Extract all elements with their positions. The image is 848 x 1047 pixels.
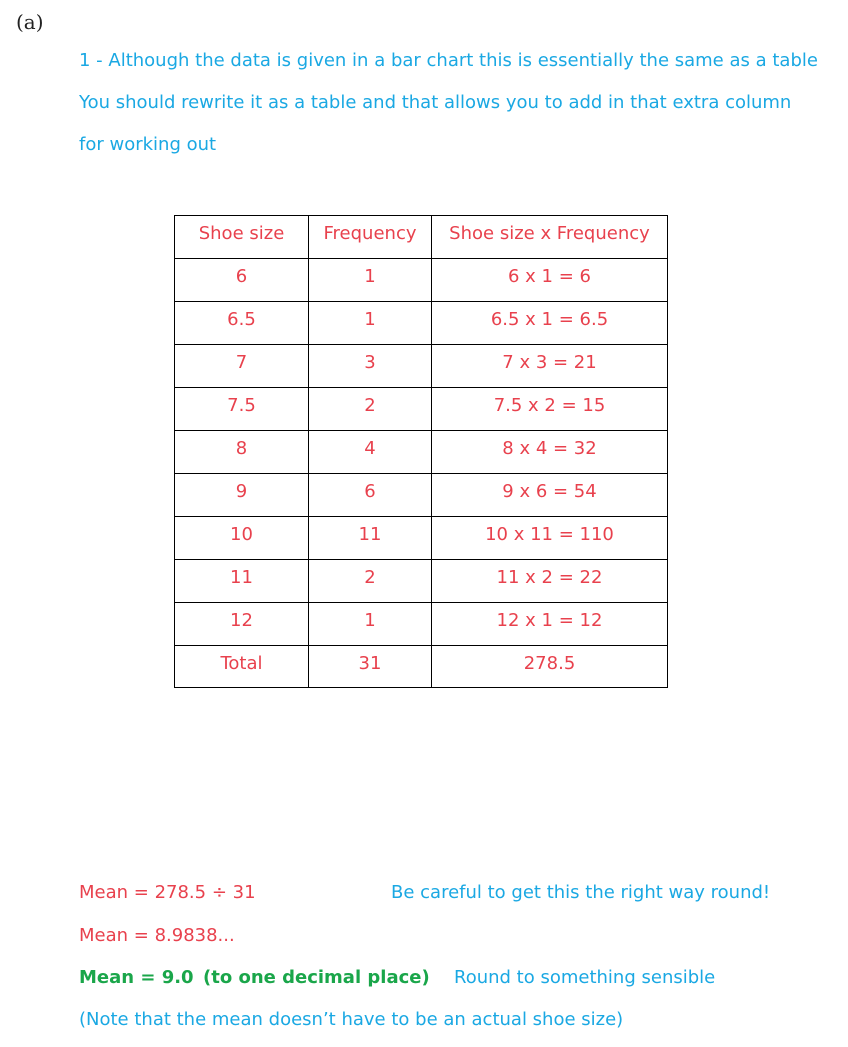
cell-frequency: 2 — [309, 560, 432, 603]
cell-total-frequency: 31 — [309, 646, 432, 688]
cell-shoe-size: 7 — [175, 345, 309, 388]
cell-shoe-size: 8 — [175, 431, 309, 474]
mean-exact: Mean = 8.9838... — [79, 925, 235, 946]
cell-shoe-size: 9 — [175, 474, 309, 517]
cell-shoe-size: 6 — [175, 259, 309, 302]
table-header-row — [175, 216, 668, 259]
cell-shoe-size: 7.5 — [175, 388, 309, 431]
final-note: (Note that the mean doesn’t have to be an actual shoe size) — [79, 1009, 624, 1030]
frequency-table — [174, 215, 668, 688]
cell-total-product: 278.5 — [432, 646, 668, 688]
cell-frequency: 4 — [309, 431, 432, 474]
intro-line-1: 1 - Although the data is given in a bar chart this is essentially the same as a table — [79, 50, 818, 71]
header-product: Shoe size x Frequency — [432, 216, 668, 259]
table-row — [175, 431, 668, 474]
cell-shoe-size: 6.5 — [175, 302, 309, 345]
cell-frequency: 6 — [309, 474, 432, 517]
rounding-tip: Round to something sensible — [454, 967, 716, 988]
cell-product: 7.5 x 2 = 15 — [432, 388, 668, 431]
intro-line-2: You should rewrite it as a table and that allows you to add in that extra column — [79, 92, 792, 113]
mean-division: Mean = 278.5 ÷ 31 — [79, 882, 256, 903]
cell-product: 12 x 1 = 12 — [432, 603, 668, 646]
part-label: (a) — [16, 10, 44, 34]
table-row — [175, 560, 668, 603]
cell-frequency: 1 — [309, 259, 432, 302]
cell-product: 11 x 2 = 22 — [432, 560, 668, 603]
header-frequency: Frequency — [309, 216, 432, 259]
cell-product: 9 x 6 = 54 — [432, 474, 668, 517]
cell-frequency: 2 — [309, 388, 432, 431]
cell-product: 8 x 4 = 32 — [432, 431, 668, 474]
cell-shoe-size: 12 — [175, 603, 309, 646]
cell-frequency: 1 — [309, 302, 432, 345]
table-row — [175, 474, 668, 517]
cell-product: 6.5 x 1 = 6.5 — [432, 302, 668, 345]
cell-total-label: Total — [175, 646, 309, 688]
cell-product: 10 x 11 = 110 — [432, 517, 668, 560]
table-row — [175, 259, 668, 302]
cell-product: 6 x 1 = 6 — [432, 259, 668, 302]
cell-shoe-size: 10 — [175, 517, 309, 560]
cell-frequency: 11 — [309, 517, 432, 560]
table-row — [175, 302, 668, 345]
division-tip: Be careful to get this the right way round! — [391, 882, 771, 903]
intro-line-3: for working out — [79, 134, 217, 155]
table-total-row — [175, 646, 668, 688]
table-row — [175, 603, 668, 646]
cell-product: 7 x 3 = 21 — [432, 345, 668, 388]
table-row — [175, 388, 668, 431]
table-row — [175, 345, 668, 388]
mean-rounded: Mean = 9.0 — [79, 967, 194, 988]
cell-frequency: 3 — [309, 345, 432, 388]
cell-shoe-size: 11 — [175, 560, 309, 603]
header-shoe-size: Shoe size — [175, 216, 309, 259]
rounding-note: (to one decimal place) — [203, 967, 430, 988]
table-row — [175, 517, 668, 560]
cell-frequency: 1 — [309, 603, 432, 646]
